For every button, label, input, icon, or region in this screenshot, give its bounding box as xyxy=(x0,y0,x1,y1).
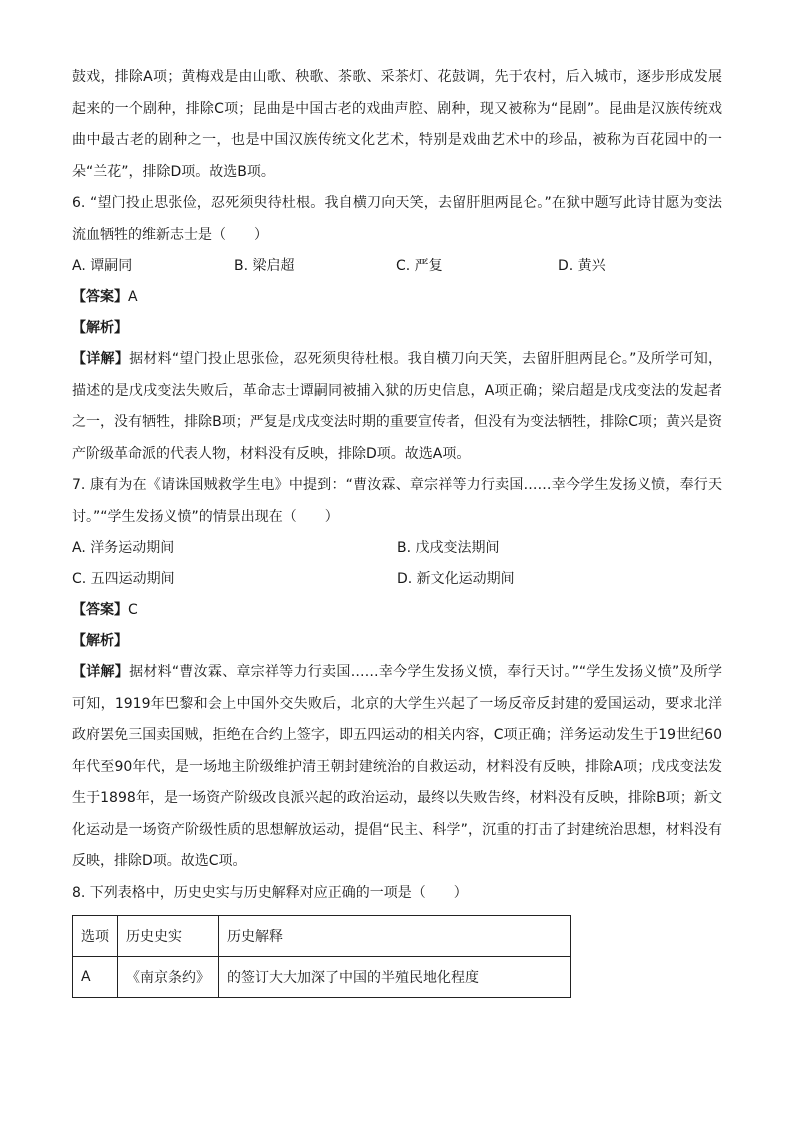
option-b: B. 戊戌变法期间 xyxy=(397,540,500,556)
question-6-answer xyxy=(72,282,722,313)
question-7-analysis-tag: 【解析】 xyxy=(72,633,128,649)
question-8-stem: 8. 下列表格中，历史史实与历史解释对应正确的一项是（ ） xyxy=(72,884,468,901)
question-6-stem: 6. “望门投止思张俭，忍死须臾待杜根。我自横刀向天笑，去留肝胆两昆仑。”在狱中题写此诗甘愿为变法流血牺牲的维新志士是（ ） xyxy=(72,195,722,243)
question-7-options-row-2 xyxy=(72,564,722,595)
option-d: D. 黄兴 xyxy=(558,258,606,274)
option-b: B. 梁启超 xyxy=(234,258,295,274)
detail-tag: 【详解】 xyxy=(72,664,130,680)
table-header-cell: 选项 xyxy=(73,916,118,957)
detail-tag: 【详解】 xyxy=(72,351,130,367)
question-6-analysis-tag: 【解析】 xyxy=(72,320,128,336)
answer-tag: 【答案】 xyxy=(72,289,128,305)
table-cell: 《南京条约》 xyxy=(118,957,219,998)
table-cell: A xyxy=(73,957,118,998)
answer-value: C xyxy=(128,602,138,618)
question-7-options-row-1 xyxy=(72,533,722,564)
question-7-stem: 7. 康有为在《请诛国贼救学生电》中提到：“曹汝霖、章宗祥等力行卖国……幸今学生发扬义愤，奉行天讨。”“学生发扬义愤”的情景出现在（ ） xyxy=(72,477,722,525)
question-6-options xyxy=(72,251,722,282)
option-c: C. 五四运动期间 xyxy=(72,571,175,587)
table-header-cell: 历史史实 xyxy=(118,916,219,957)
detail-text: 据材料“曹汝霖、章宗祥等力行卖国……幸今学生发扬义愤，奉行天讨。”“学生发扬义愤”及所学可知，1919年巴黎和会上中国外交失败后，北京的大学生兴起了一场反帝反封建的爱国运动，要求北洋政府罢免三国卖国贼，拒绝在合约上签字，即五四运动的相关内容，C项正确；洋务运动发生于19世纪60年代至90年代，是一场地主阶级维护清王朝封建统治的自救运动，材料没有反映，排除A项；戊戌变法发生于1898年，是一场资产阶级改良派兴起的政治运动，最终以失败告终，材料没有反映，排除B项；新文化运动是一场资产阶级性质的思想解放运动，提倡“民主、科学”，沉重的打击了封建统治思想，材料没有反映，排除D项。故选C项。 xyxy=(72,664,723,869)
document-page xyxy=(72,62,722,998)
question-7-detail xyxy=(72,657,722,878)
table-row xyxy=(73,957,571,998)
table-header-row xyxy=(73,916,571,957)
detail-text: 据材料“望门投止思张俭，忍死须臾待杜根。我自横刀向天笑，去留肝胆两昆仑。”及所学可知，描述的是戊戌变法失败后，革命志士谭嗣同被捕入狱的历史信息，A项正确；梁启超是戊戌变法的发起者之一，没有牺牲，排除B项；严复是戊戌变法时期的重要宣传者，但没有为变法牺牲，排除C项；黄兴是资产阶级革命派的代表人物，材料没有反映，排除D项。故选A项。 xyxy=(72,351,722,462)
question-6-detail xyxy=(72,344,722,470)
prev-explanation: 鼓戏，排除A项；黄梅戏是由山歌、秧歌、茶歌、采茶灯、花鼓调，先于农村，后入城市，逐步形成发展起来的一个剧种，排除C项；昆曲是中国古老的戏曲声腔、剧种，现又被称为“昆剧”。昆曲是汉族传统戏曲中最古老的剧种之一，也是中国汉族传统文化艺术，特别是戏曲艺术中的珍品，被称为百花园中的一朵“兰花”，排除D项。故选B项。 xyxy=(72,69,722,180)
answer-value: A xyxy=(128,289,138,305)
option-a: A. 谭嗣同 xyxy=(72,258,133,274)
question-7-answer xyxy=(72,595,722,626)
question-8-table xyxy=(72,915,571,998)
option-c: C. 严复 xyxy=(396,258,443,274)
option-d: D. 新文化运动期间 xyxy=(397,571,515,587)
option-a: A. 洋务运动期间 xyxy=(72,540,175,556)
table-header-cell: 历史解释 xyxy=(219,916,571,957)
table-cell: 的签订大大加深了中国的半殖民地化程度 xyxy=(219,957,571,998)
answer-tag: 【答案】 xyxy=(72,602,128,618)
